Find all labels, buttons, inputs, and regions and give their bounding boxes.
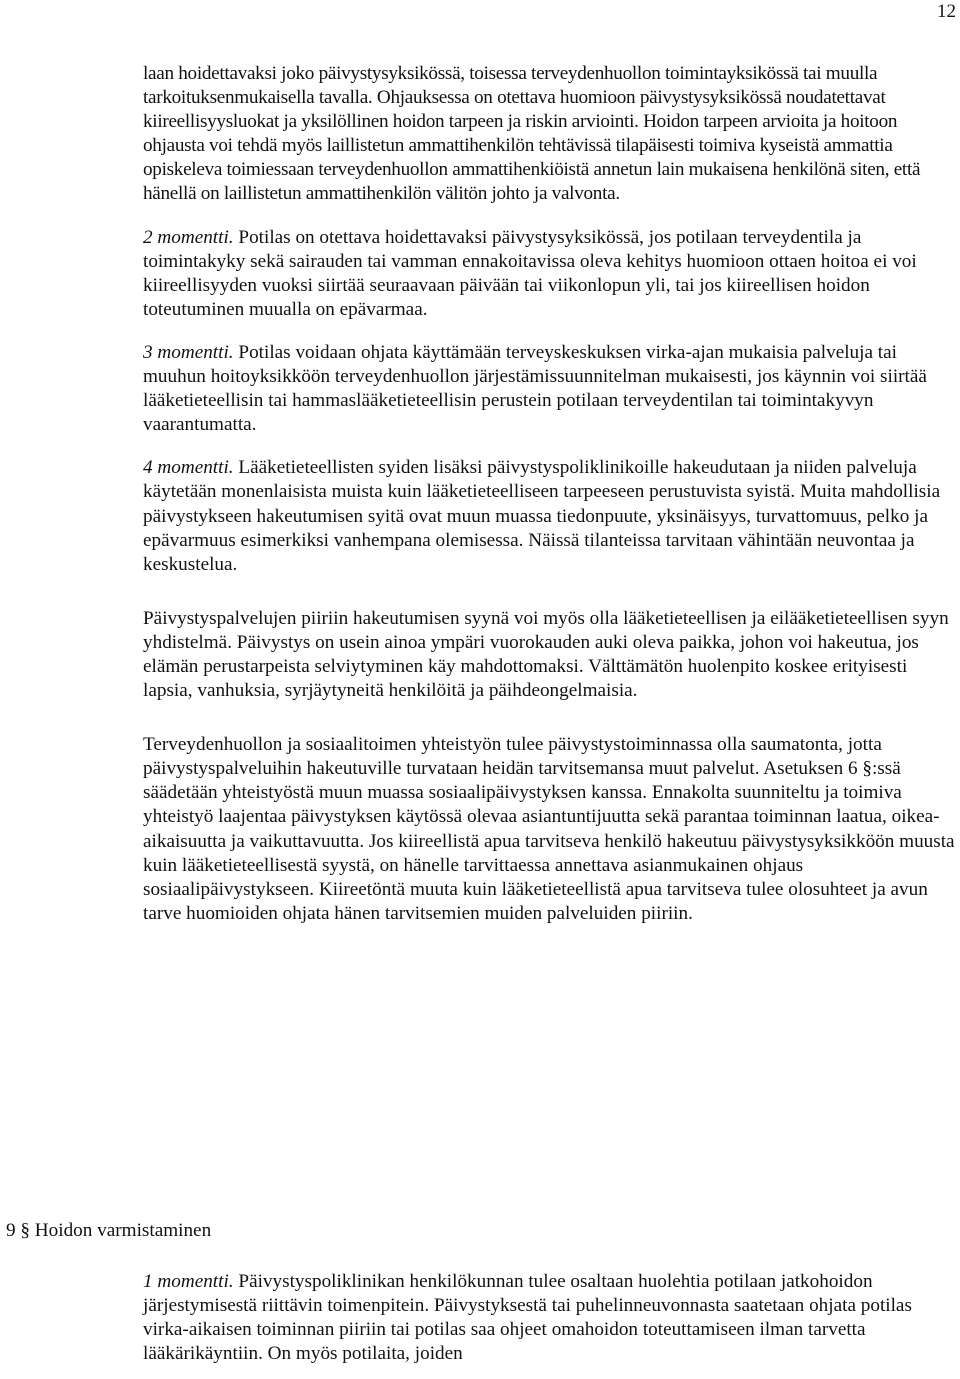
paragraph-text: Lääketieteellisten syiden lisäksi päivystyspoliklinikoille hakeudutaan ja niiden palveluja käytetään monenlaisista muista kuin lääketieteelliseen tarpeeseen perustuvista syistä. Muita mahdollisia päivystykseen hakeutumisen syitä ovat muun muassa tiedonpuute, yksinäisyys, turvattomuus, pelko ja epävarmuus esimerkiksi vanhempana olemisessa. Näissä tilanteissa tarvitaan vähintään neuvontaa ja keskustelua.	[143, 457, 941, 575]
body-text	[143, 62, 958, 926]
momentti-label: 1 momentti.	[143, 1271, 234, 1292]
paragraph-momentti-3	[143, 341, 958, 437]
paragraph-1: laan hoidettavaksi joko päivystysyksikössä, toisessa terveydenhuollon toimintayksikössä tai muulla tarkoituksenmukaisella tavalla. Ohjauksessa on otettava huomioon päivystysyksikössä noudatettavat kiireellisyysluokat ja yksilöllinen hoidon tarpeen ja riskin arviointi. Hoidon tarpeen arvioita ja hoitoon ohjausta voi tehdä myös laillistetun ammattihenkilön tehtävissä tilapäisesti toimiva kyseistä ammattia opiskeleva toimiessaan terveydenhuollon ammattihenkiöistä annetun lain mukaisena henkilönä siten, että hänellä on laillistetun ammattihenkilön välitön johto ja valvonta.	[143, 63, 921, 205]
page-number: 12	[937, 1, 956, 22]
paragraph-momentti-2	[143, 226, 958, 322]
momentti-label: 3 momentti.	[143, 341, 234, 363]
momentti-label: 2 momentti.	[143, 226, 234, 248]
momentti-label: 4 momentti.	[143, 457, 234, 479]
paragraph-text: Päivystyspoliklinikan henkilökunnan tulee osaltaan huolehtia potilaan jatkohoidon järjestymisestä riittävin toimenpitein. Päivystyksestä tai puhelinneuvonnasta saatetaan ohjata potilas virka-aikaisen toiminnan piiriin tai potilas saa ohjeet omahoidon toteuttamiseen ilman tarvetta lääkärikäyntiin. On myös potilaita, joiden	[143, 1271, 912, 1365]
paragraph-6: Terveydenhuollon ja sosiaalitoimen yhteistyön tulee päivystystoiminnassa olla saumatonta, jotta päivystyspalveluihin hakeutuville turvataan heidän tarvitsemansa muut palvelut. Asetuksen 6 §:ssä säädetään yhteistyöstä muun muassa sosiaalipäivystyksen kanssa. Ennakolta suunniteltu ja toimiva yhteistyö laajentaa päivystyksen käytössä olevaa asiantuntijuutta sekä parantaa toiminnan laatua, oikea-aikaisuutta ja vaikuttavuutta. Jos kiireellistä apua tarvitseva henkilö hakeutuu päivystysyksikköön muusta kuin lääketieteellisestä syystä, on hänelle tarvittaessa annettava asianmukainen ohjaus sosiaalipäivystykseen. Kiireetöntä muuta kuin lääketieteellistä apua tarvitseva tulee olosuhteet ja avun tarve huomioiden ohjata hänen tarvitsemien muiden palveluiden piiriin.	[143, 734, 955, 924]
section-heading: 9 § Hoidon varmistaminen	[6, 1220, 212, 1241]
paragraph-text: Potilas voidaan ohjata käyttämään terveyskeskuksen virka-ajan mukaisia palveluja tai muuhun hoitoyksikköön terveydenhuollon järjestämissuunnitelman mukaisesti, jos käynnin voi siirtää lääketieteellisin tai hammaslääketieteellisin perustein potilaan terveydentilan tai toimintakyvyn vaarantumatta.	[143, 341, 927, 436]
paragraph-5: Päivystyspalvelujen piiriin hakeutumisen syynä voi myös olla lääketieteellisen ja eilääketieteellisen syyn yhdistelmä. Päivystys on usein ainoa ympäri vuorokauden auki oleva paikka, johon voi hakeutua, jos elämän perustarpeista selviytyminen käy mahdottomaksi. Välttämätön huolenpito koskee erityisesti lapsia, vanhuksia, syrjäytyneitä henkilöitä ja päihdeongelmaisia.	[143, 607, 949, 702]
paragraph-momentti-1	[143, 1270, 958, 1366]
paragraph-text: Potilas on otettava hoidettavaksi päivystysyksikössä, jos potilaan terveydentila ja toimintakyky sekä sairauden tai vamman ennakoitavissa oleva kehitys huomioon ottaen hoitoa ei voi kiireellisyyden vuoksi siirtää seuraavaan päivään tai viikonlopun yli, tai jos kiireellisen hoidon toteutuminen muualla on epävarmaa.	[143, 226, 917, 320]
paragraph-momentti-4	[143, 456, 958, 576]
section-body	[143, 1270, 958, 1366]
